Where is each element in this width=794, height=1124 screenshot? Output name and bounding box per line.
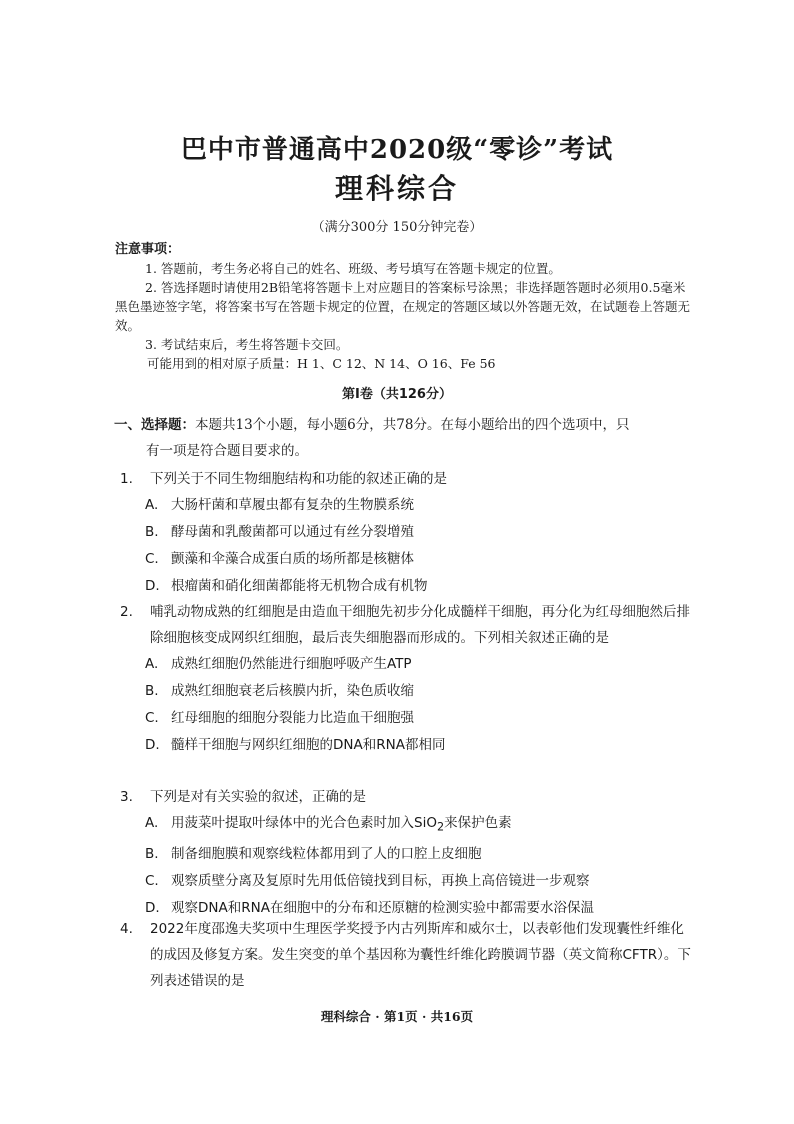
part-text-line-2: 有一项是符合题目要求的。 [146,443,308,459]
option-d [115,573,695,600]
option-text: 成熟红细胞仍然能进行细胞呼吸产生ATP [171,656,412,672]
option-text: 大肠杆菌和草履虫都有复杂的生物膜系统 [171,497,414,513]
exam-duration: （满分300分 150分钟完卷） [311,220,483,235]
option-b [115,678,695,705]
question-stem: 2022年度邵逸夫奖项中生理医学奖授予内古列斯库和威尔士，以表彰他们发现囊性纤维化的成因及修复方案。发生突变的单个基因称为囊性纤维化跨膜调节器（英文简称CFTR）。下列表述错误的是 [150,921,691,989]
option-letter: D. [145,899,160,916]
notes-heading: 注意事项： [115,242,181,257]
option-text: 制备细胞膜和观察线粒体都用到了人的口腔上皮细胞 [171,845,482,862]
question-1 [115,466,695,600]
option-letter: D. [145,578,160,594]
section-title: 第Ⅰ卷（共126分） [342,387,452,402]
option-letter: C. [145,872,159,889]
option-letter: A. [145,815,159,831]
option-letter: C. [145,710,159,726]
option-c [115,546,695,573]
option-text-part: 来保护色素 [444,815,512,831]
question-number: 3. [120,789,133,805]
exam-subject: 理科综合 [334,172,459,205]
option-c [115,868,695,895]
option-text: 酵母菌和乳酸菌都可以通过有丝分裂增殖 [171,524,414,540]
option-letter: B. [145,683,159,699]
question-4 [115,916,695,994]
option-text [171,810,695,841]
question-stem: 哺乳动物成熟的红细胞是由造血干细胞先初步分化成髓样干细胞，再分化为红母细胞然后排除细胞核变成网织红细胞，最后丧失细胞器而形成的。下列相关叙述正确的是 [150,604,690,646]
option-letter: A. [145,656,159,672]
notes-item-3: 3. 考试结束后，考生将答题卡交回。 [145,337,349,352]
question-stem: 下列关于不同生物细胞结构和功能的叙述正确的是 [150,471,447,487]
question-number: 2. [120,604,133,620]
option-b [115,519,695,546]
notes-item-2: 2. 答选择题时请使用2B铅笔将答题卡上对应题目的答案标号涂黑；非选择题答题时必须用0.5毫米黑色墨迹签字笔，将答案书写在答题卡规定的位置，在规定的答题区域以外答题无效，在试题卷上答题无效。 [115,280,691,333]
option-c [115,705,695,732]
page-footer: 理科综合 · 第1页 · 共16页 [320,1009,474,1024]
option-text: 红母细胞的细胞分裂能力比造血干细胞强 [171,710,414,726]
part-instructions [114,412,694,464]
option-a [115,810,695,841]
notes-item-1: 1. 答题前，考生务必将自己的姓名、班级、考号填写在答题卡规定的位置。 [145,261,561,276]
option-text: 髓样干细胞与网织红细胞的DNA和RNA都相同 [171,737,446,753]
option-text: 观察质壁分离及复原时先用低倍镜找到目标，再换上高倍镜进一步观察 [171,872,590,889]
option-text: 颤藻和伞藻合成蛋白质的场所都是核糖体 [171,551,414,567]
exam-title: 巴中市普通高中2020级“零诊”考试 [180,135,614,165]
option-a [115,492,695,519]
question-3 [115,784,695,922]
option-d [115,732,695,759]
part-heading: 一、选择题： [114,417,195,433]
atomic-masses: 可能用到的相对原子质量：H 1、C 12、N 14、O 16、Fe 56 [147,356,496,371]
option-text-part: 用菠菜叶提取叶绿体中的光合色素时加入SiO [171,815,437,831]
option-b [115,841,695,868]
option-text: 根瘤菌和硝化细菌都能将无机物合成有机物 [171,578,428,594]
option-letter: B. [145,524,159,540]
question-stem: 下列是对有关实验的叙述，正确的是 [150,789,366,805]
question-number: 4. [120,921,133,937]
option-a [115,651,695,678]
option-letter: A. [145,497,159,513]
option-letter: C. [145,551,159,567]
option-text: 观察DNA和RNA在细胞中的分布和还原糖的检测实验中都需要水浴保温 [171,899,594,916]
subscript: 2 [436,820,445,834]
option-text: 成熟红细胞衰老后核膜内折，染色质收缩 [171,683,414,699]
notes-section [115,240,690,373]
option-letter: B. [145,845,159,862]
option-letter: D. [145,737,160,753]
question-number: 1. [120,471,133,487]
question-2 [115,599,695,759]
part-text-line-1: 本题共13个小题，每小题6分，共78分。在每小题给出的四个选项中，只 [195,417,630,433]
